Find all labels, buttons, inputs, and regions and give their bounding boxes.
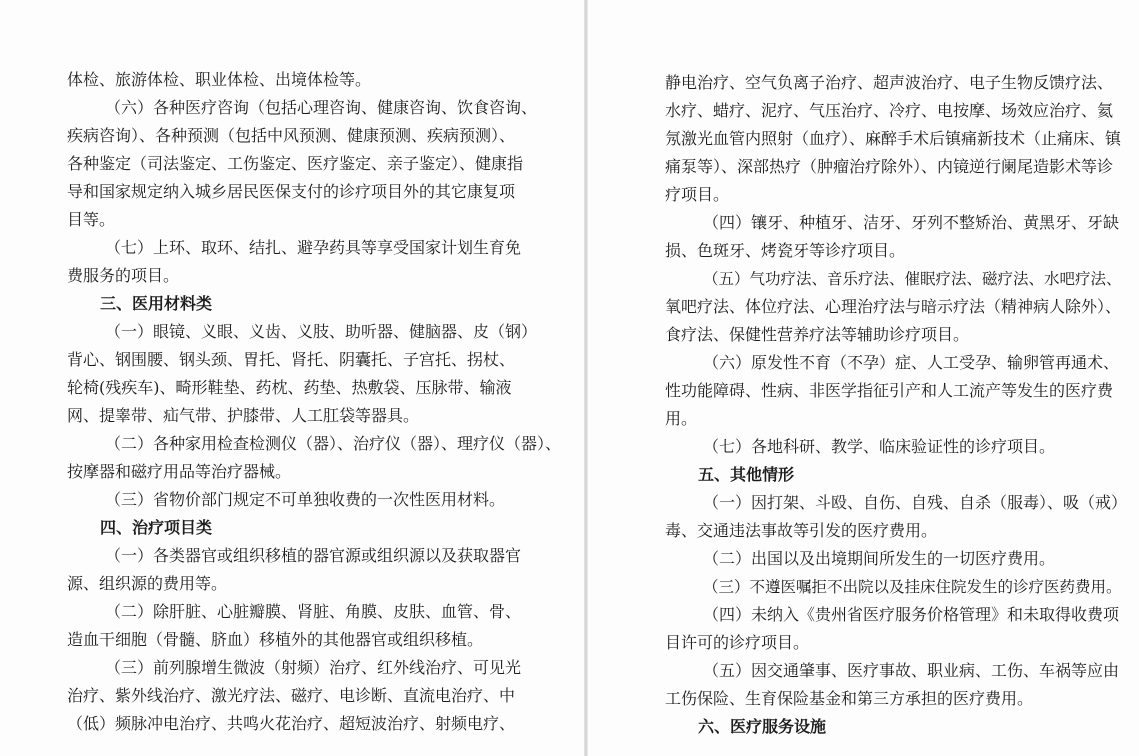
text-line: 损、色斑牙、烤瓷牙等诊疗项目。 [665, 241, 906, 260]
section-heading: 三、医用材料类 [100, 294, 213, 313]
text-line: （六）各种医疗咨询（包括心理咨询、健康咨询、饮食咨询、 [105, 98, 538, 117]
text-line: 治疗、紫外线治疗、激光疗法、磁疗、电诊断、直流电治疗、中 [67, 686, 516, 705]
text-line: 按摩器和磁疗用品等治疗器械。 [67, 462, 292, 481]
text-line: 用。 [665, 409, 698, 428]
text-line: 目许可的诊疗项目。 [665, 633, 810, 652]
text-line: 水疗、蜡疗、泥疗、气压治疗、冷疗、电按摩、场效应治疗、氦 [665, 101, 1114, 120]
text-line: （三）省物价部门规定不可单独收费的一次性医用材料。 [105, 490, 506, 509]
text-line: 疾病咨询）、各种预测（包括中风预测、健康预测、疾病预测）、 [67, 126, 516, 145]
text-line: 毒、交通违法事故等引发的医疗费用。 [665, 521, 938, 540]
text-line: 背心、钢围腰、钢头颈、胃托、肾托、阴囊托、子宫托、拐杖、 [67, 350, 516, 369]
text-line: 导和国家规定纳入城乡居民医保支付的诊疗项目外的其它康复项 [67, 182, 516, 201]
text-line: 各种鉴定（司法鉴定、工伤鉴定、医疗鉴定、亲子鉴定）、健康指 [67, 154, 524, 173]
text-line: （一）各类器官或组织移植的器官源或组织源以及获取器官 [105, 546, 522, 565]
section-heading: 四、治疗项目类 [100, 518, 213, 537]
text-line: 轮椅(残疾车)、畸形鞋垫、药枕、药垫、热敷袋、压脉带、输液 [67, 378, 512, 397]
text-line: 氖激光血管内照射（血疗）、麻醉手术后镇痛新技术（止痛床、镇 [665, 129, 1122, 148]
text-line: 工伤保险、生育保险基金和第三方承担的医疗费用。 [665, 689, 1034, 708]
text-line: 费服务的项目。 [67, 266, 180, 285]
text-line: 食疗法、保健性营养疗法等辅助诊疗项目。 [665, 325, 970, 344]
text-line: （低）频脉冲电治疗、共鸣火花治疗、超短波治疗、射频电疗、 [67, 714, 516, 733]
text-line: （四）镶牙、种植牙、洁牙、牙列不整矫治、黄黑牙、牙缺 [703, 213, 1120, 232]
section-heading: 五、其他情形 [698, 465, 795, 484]
text-line: 造血干细胞（骨髓、脐血）移植外的其他器官或组织移植。 [67, 630, 484, 649]
text-line: 疗项目。 [665, 185, 730, 204]
right-document-page [588, 0, 1139, 756]
text-line: （二）除肝脏、心脏瓣膜、肾脏、角膜、皮肤、血管、骨、 [105, 602, 522, 621]
text-line: 体检、旅游体检、职业体检、出境体检等。 [67, 70, 372, 89]
text-line: （三）不遵医嘱拒不出院以及挂床住院发生的诊疗医药费用。 [703, 578, 1122, 596]
text-line: 痛泵等）、深部热疗（肿瘤治疗除外）、内镜逆行阑尾造影术等诊 [665, 157, 1114, 176]
text-line: （五）因交通肇事、医疗事故、职业病、工伤、车祸等应由 [703, 661, 1120, 680]
text-line: 静电治疗、空气负离子治疗、超声波治疗、电子生物反馈疗法、 [665, 73, 1114, 92]
text-line: （二）出国以及出境期间所发生的一切医疗费用。 [703, 549, 1056, 568]
text-line: 氧吧疗法、体位疗法、心理治疗法与暗示疗法（精神病人除外）、 [665, 297, 1122, 316]
text-line: 源、组织源的费用等。 [67, 574, 228, 593]
section-heading: 六、医疗服务设施 [698, 717, 827, 736]
text-line: （三）前列腺增生微波（射频）治疗、红外线治疗、可见光 [105, 658, 522, 677]
text-line: （二）各种家用检查检测仪（器）、治疗仪（器）、理疗仪（器）、 [105, 434, 562, 453]
text-line: 性功能障碍、性病、非医学指征引产和人工流产等发生的医疗费 [665, 381, 1114, 400]
text-line: 目等。 [67, 210, 116, 229]
text-line: （六）原发性不育（不孕）症、人工受孕、输卵管再通术、 [703, 353, 1120, 372]
text-line: （一）因打架、斗殴、自伤、自残、自杀（服毒）、吸（戒） [703, 493, 1128, 512]
text-line: （七）上环、取环、结扎、避孕药具等享受国家计划生育免 [105, 238, 522, 257]
text-line: （四）未纳入《贵州省医疗服务价格管理》和未取得收费项 [703, 605, 1120, 624]
text-line: （五）气功疗法、音乐疗法、催眠疗法、磁疗法、水吧疗法、 [703, 270, 1122, 288]
text-line: （七）各地科研、教学、临床验证性的诊疗项目。 [703, 437, 1056, 456]
text-line: （一）眼镜、义眼、义齿、义肢、助听器、健脑器、皮（钢） [105, 322, 538, 341]
text-line: 网、提睾带、疝气带、护膝带、人工肛袋等器具。 [67, 406, 420, 425]
